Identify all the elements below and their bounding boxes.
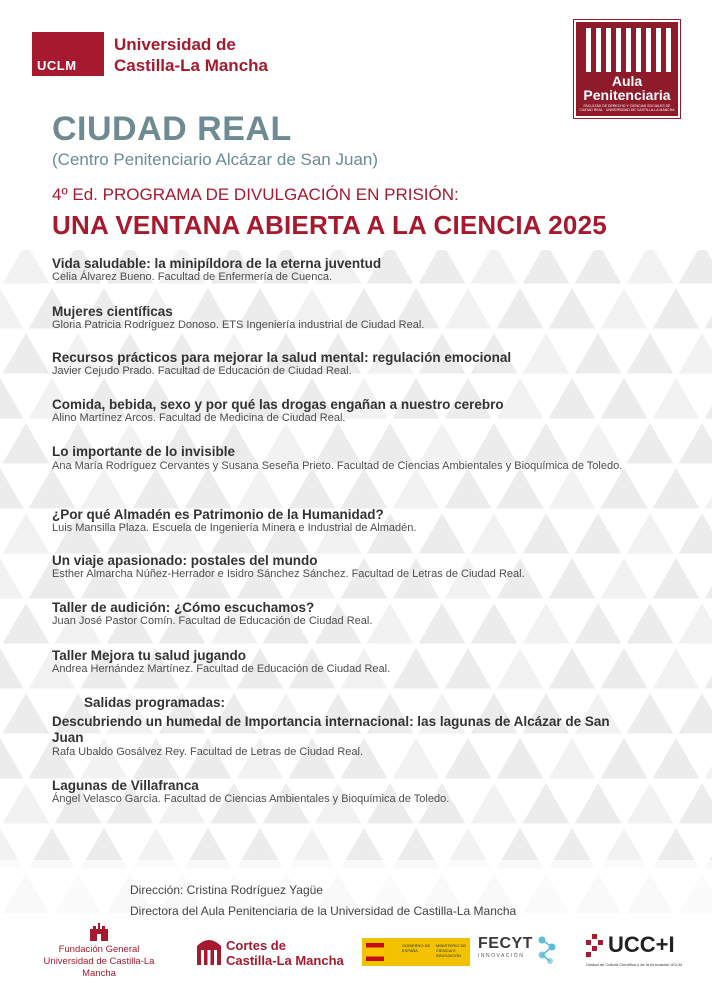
outing-item bbox=[52, 714, 642, 758]
talk-item bbox=[52, 553, 525, 580]
cortes-logo bbox=[196, 936, 344, 971]
edition-line: 4º Ed. PROGRAMA DE DIVULGACIÓN EN PRISIÓN: bbox=[52, 185, 459, 204]
talk-title: Taller Mejora tu salud jugando bbox=[52, 648, 247, 663]
fecyt-molecule-icon bbox=[536, 935, 558, 965]
talk-title: Un viaje apasionado: postales del mundo bbox=[52, 553, 318, 568]
cortes-name bbox=[226, 938, 344, 968]
cortes-line1: Cortes de bbox=[226, 938, 286, 953]
cortes-building-icon bbox=[196, 936, 222, 966]
ministerio-text: MINISTERIO DE CIENCIA E INNOVACIÓN bbox=[436, 943, 467, 958]
uclm-mark: UCLM bbox=[37, 58, 77, 73]
talk-speaker: Esther Almarcha Núñez-Herrador e Isidro Sánchez Sánchez. Facultad de Letras de Ciudad Real. bbox=[52, 568, 525, 580]
talk-speaker: Andrea Hernández Martínez. Facultad de Educación de Ciudad Real. bbox=[52, 663, 391, 675]
talk-title: Comida, bebida, sexo y por qué las drogas engañan a nuestro cerebro bbox=[52, 397, 504, 412]
fecyt-text: FECYT bbox=[478, 935, 533, 952]
talk-title: Vida saludable: la minipíldora de la eterna juventud bbox=[52, 256, 382, 271]
talk-title: Recursos prácticos para mejorar la salud mental: regulación emocional bbox=[52, 350, 512, 365]
talk-title: Lo importante de lo invisible bbox=[52, 444, 236, 459]
director-role: Directora del Aula Penitenciaria de la Universidad de Castilla-La Mancha bbox=[130, 904, 517, 918]
talk-title: ¿Por qué Almadén es Patrimonio de la Humanidad? bbox=[52, 507, 384, 522]
ucc-subtitle: Unidad de Cultura Científica y de la Innovación UCLM bbox=[586, 962, 682, 967]
gobierno-espana-logo bbox=[362, 938, 470, 966]
talk-speaker: Gloria Patricia Rodríguez Donoso. ETS Ingeniería industrial de Ciudad Real. bbox=[52, 319, 425, 331]
talk-speaker: Luis Mansilla Plaza. Escuela de Ingeniería Minera e Industrial de Almadén. bbox=[52, 522, 417, 534]
aula-title-line1: Aula bbox=[611, 73, 643, 89]
talk-speaker: Javier Cejudo Prado. Facultad de Educación de Ciudad Real. bbox=[52, 365, 352, 377]
ucc-pixel-icon bbox=[586, 934, 606, 958]
talk-speaker: Juan José Pastor Comín. Facultad de Educación de Ciudad Real. bbox=[52, 615, 373, 627]
talk-item bbox=[52, 507, 416, 534]
university-name-line2: Castilla-La Mancha bbox=[114, 56, 268, 75]
outing-speaker: Rafa Ubaldo Gosálvez Rey. Facultad de Letras de Ciudad Real. bbox=[52, 746, 364, 758]
university-name-line1: Universidad de bbox=[114, 35, 236, 54]
outing-speaker: Ángel Velasco García. Facultad de Ciencias Ambientales y Bioquímica de Toledo. bbox=[52, 793, 450, 805]
program-title: UNA VENTANA ABIERTA A LA CIENCIA 2025 bbox=[52, 210, 607, 240]
talk-item bbox=[52, 648, 390, 675]
fundacion-general-logo bbox=[28, 944, 170, 980]
talk-item bbox=[52, 397, 504, 424]
direction-name: Dirección: Cristina Rodríguez Yagüe bbox=[130, 883, 323, 897]
spain-flag-icon bbox=[366, 943, 384, 961]
outings-heading: Salidas programadas: bbox=[84, 695, 226, 710]
fundacion-castle-icon bbox=[88, 920, 110, 942]
talk-item bbox=[52, 256, 381, 283]
center-subheading: (Centro Penitenciario Alcázar de San Juan) bbox=[52, 150, 379, 169]
talk-item bbox=[52, 444, 662, 474]
university-name bbox=[114, 34, 268, 76]
aula-penitenciaria-logo bbox=[574, 20, 680, 118]
fecyt-logo bbox=[478, 935, 533, 959]
city-heading: CIUDAD REAL bbox=[52, 110, 292, 148]
uclm-logo bbox=[32, 32, 104, 76]
talk-item bbox=[52, 304, 424, 331]
aula-subtitle: FACULTAD DE DERECHO Y CIENCIAS SOCIALES DE CIUDAD REAL · UNIVERSIDAD DE CASTILLA-LA MANCHA bbox=[579, 104, 675, 112]
outing-title: Descubriendo un humedal de Importancia internacional: las lagunas de Alcázar de San Juan bbox=[52, 714, 610, 745]
talk-title: Taller de audición: ¿Cómo escuchamos? bbox=[52, 600, 315, 615]
aula-title-line2: Penitenciaria bbox=[583, 87, 671, 103]
talk-title: Mujeres científicas bbox=[52, 304, 173, 319]
talk-item bbox=[52, 350, 511, 377]
talk-speaker: Celia Álvarez Bueno. Facultad de Enfermería de Cuenca. bbox=[52, 271, 333, 283]
talk-speaker: Ana María Rodríguez Cervantes y Susana Seseña Prieto. Facultad de Ciencias Ambientales y Bioquímica de Toledo. bbox=[52, 460, 623, 472]
ucc-text: UCC+I bbox=[608, 932, 675, 957]
fundacion-line2: Universidad de Castilla-La Mancha bbox=[43, 956, 155, 979]
outing-item bbox=[52, 778, 449, 805]
talk-speaker: Alino Martínez Arcos. Facultad de Medicina de Ciudad Real. bbox=[52, 412, 346, 424]
fundacion-line1: Fundación General bbox=[58, 944, 140, 955]
talk-item bbox=[52, 600, 372, 627]
cortes-line2: Castilla-La Mancha bbox=[226, 953, 344, 968]
outing-title: Lagunas de Villafranca bbox=[52, 778, 199, 793]
aula-title bbox=[576, 74, 678, 102]
fecyt-subtitle: INNOVACIÓN bbox=[478, 953, 525, 959]
gobierno-text: GOBIERNO DE ESPAÑA bbox=[402, 943, 431, 953]
bars-icon bbox=[584, 26, 672, 72]
